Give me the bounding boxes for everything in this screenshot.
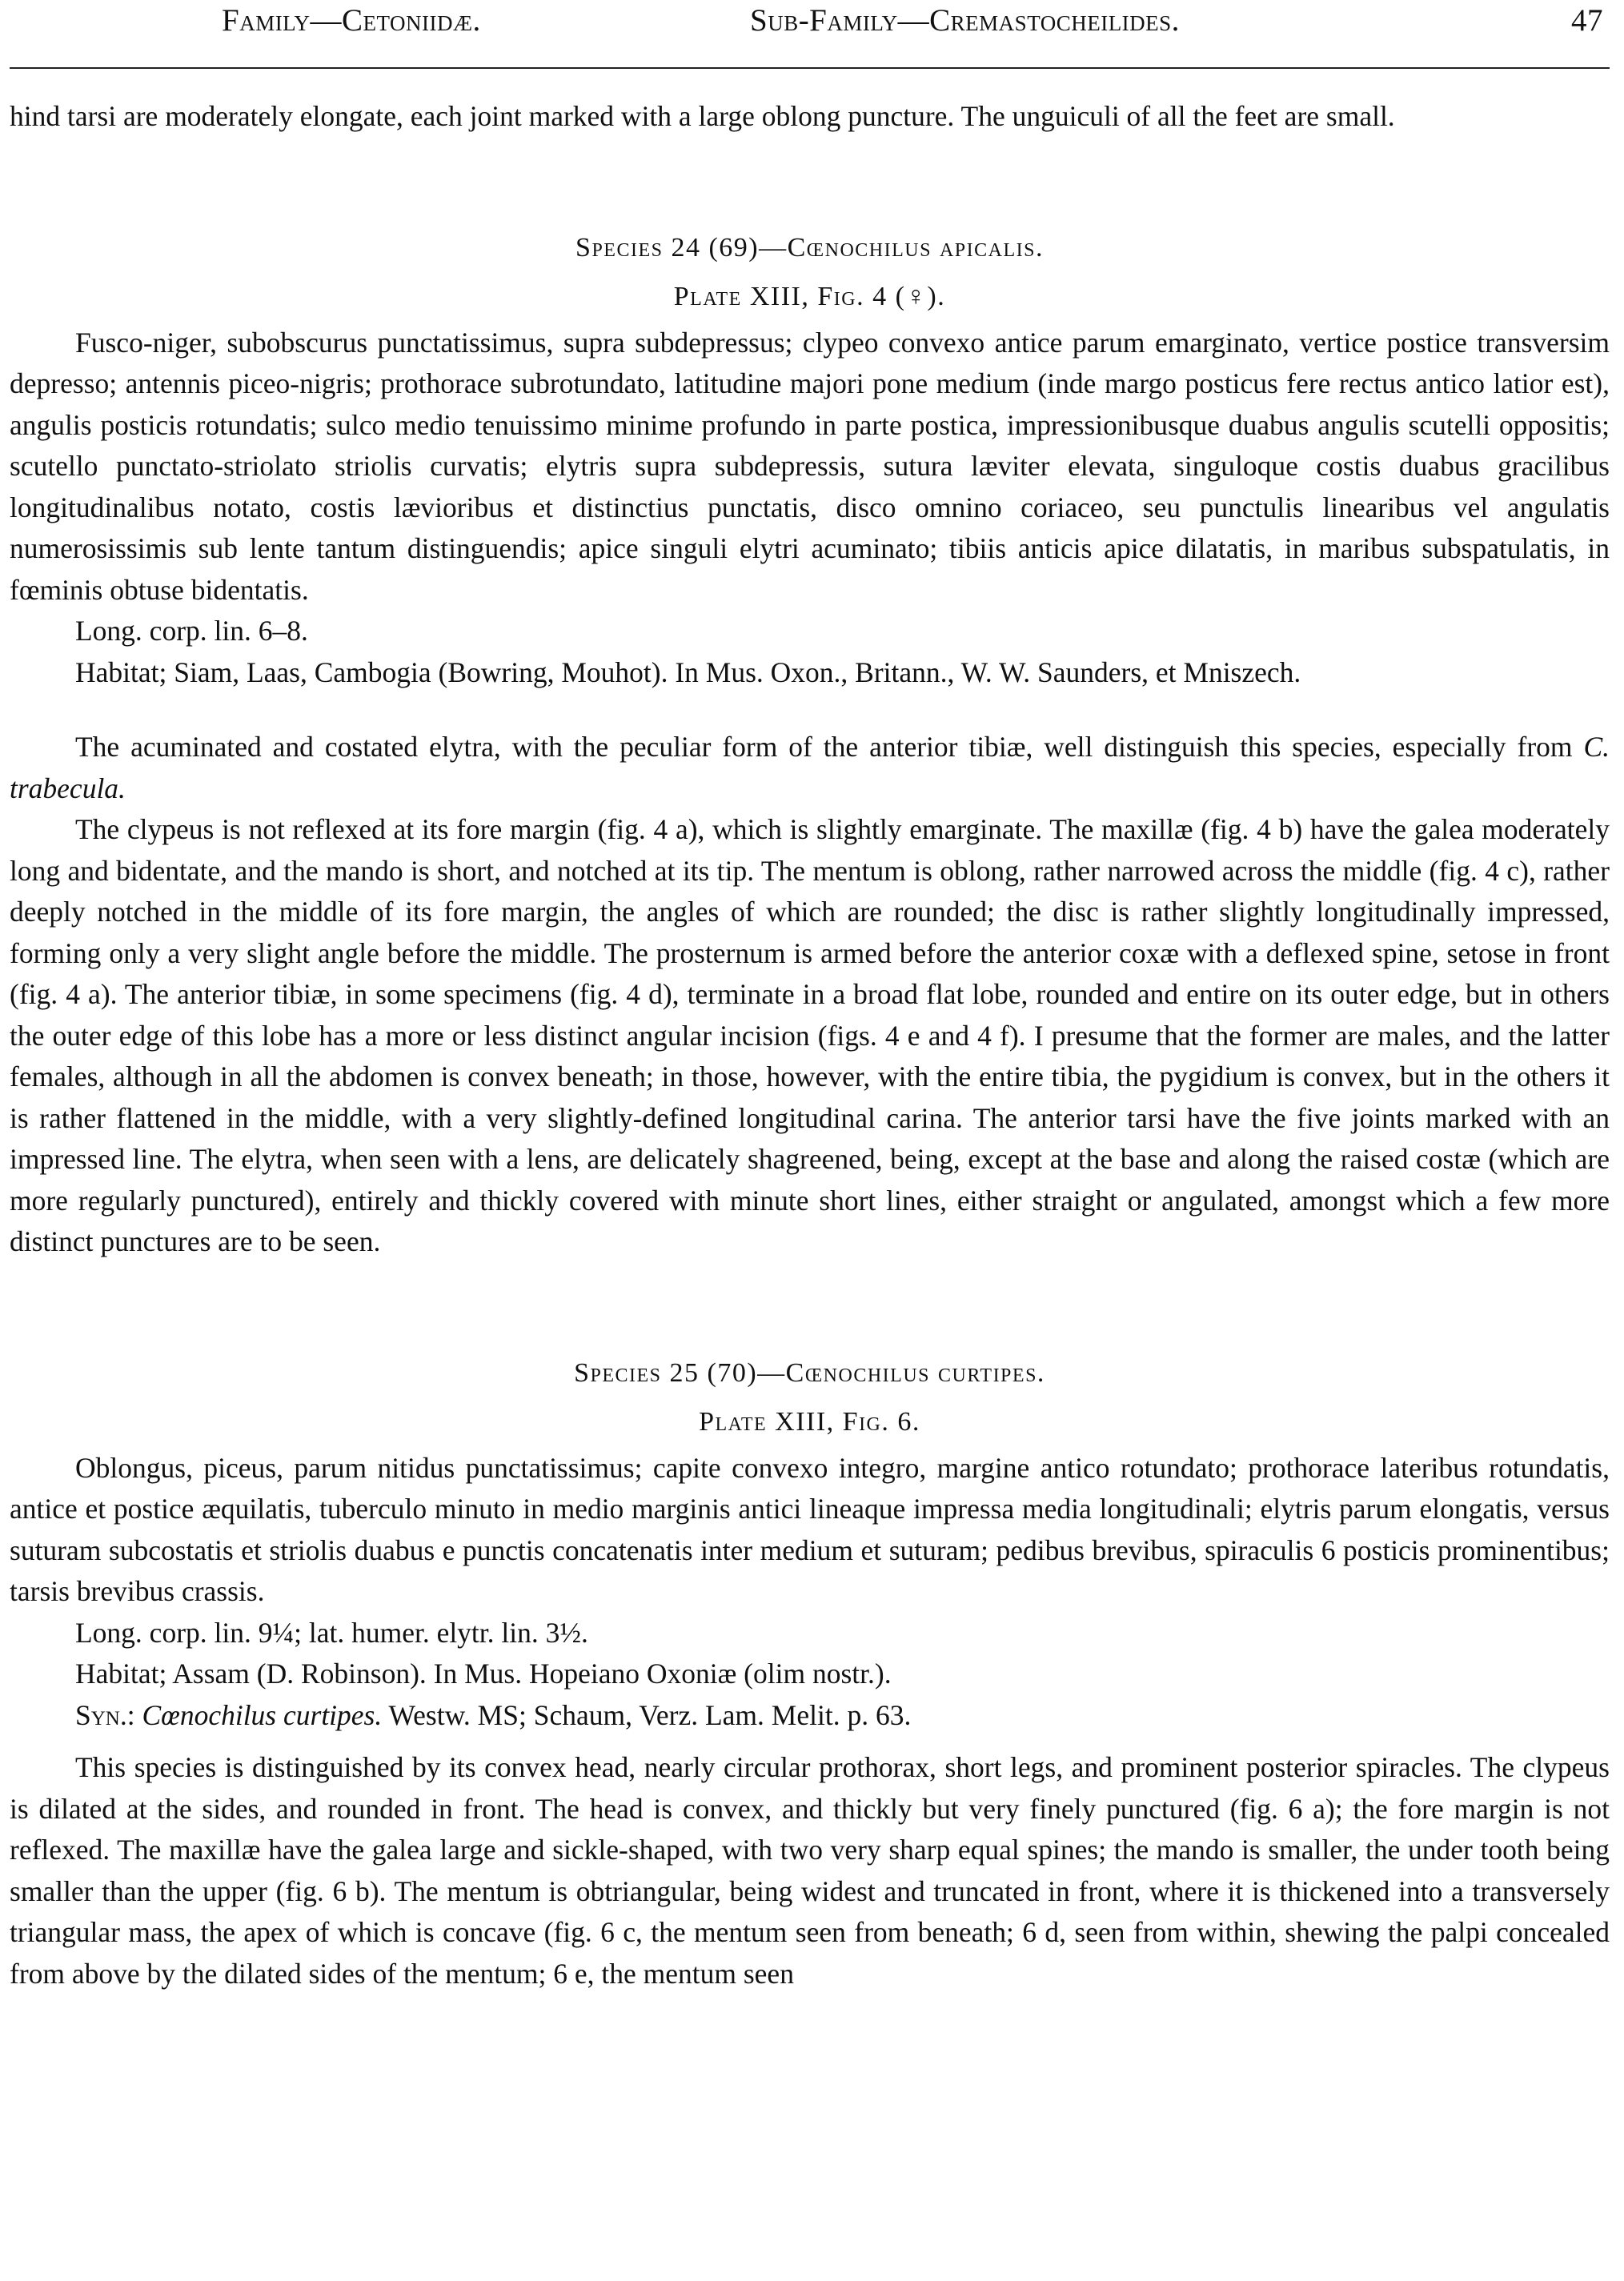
species-24-plate: Plate XIII, Fig. 4 (♀).: [673, 282, 946, 311]
species-25-plate: Plate XIII, Fig. 6.: [699, 1407, 920, 1437]
species-25-title: Species 25 (70)—Cœnochilus curtipes.: [574, 1357, 1045, 1388]
page-number: 47: [1571, 3, 1603, 38]
species-24-remark: [10, 727, 1610, 809]
syn-name: Cœnochilus curtipes.: [142, 1698, 383, 1731]
syn-label: Syn.:: [75, 1698, 135, 1731]
species-24-remark-species: C. trabecula.: [10, 731, 1610, 804]
species-24-length: Long. corp. lin. 6–8.: [75, 615, 308, 647]
syn-refs: Westw. MS; Schaum, Verz. Lam. Melit. p. 63.: [388, 1698, 912, 1731]
species-25-description: This species is distinguished by its convex head, nearly circular prothorax, short legs, and prominent posterior spiracles. The clypeus is dilated at the sides, and rounded in front. The head is convex, and thickly but very finely punctured (fig. 6 a); the fore margin is not reflexed. The maxillæ have the galea large and sickle-shaped, with two very sharp equal spines; the mando is smaller, the under tooth being smaller than the upper (fig. 6 b). The mentum is obtriangular, being widest and truncated in front, where it is thickened into a transversely triangular mass, the apex of which is concave (fig. 6 c, the mentum seen from beneath; 6 d, seen from within, shewing the palpi concealed from above by the dilated sides of the mentum; 6 e, the mentum seen: [10, 1751, 1610, 1990]
species-25-synonymy: [10, 1695, 1610, 1737]
species-24-remark-text: The acuminated and costated elytra, with the peculiar form of the anterior tibiæ, well distinguish this species, especially from: [75, 731, 1573, 763]
header-subfamily: Sub-Family—Cremastocheilides.: [750, 3, 1180, 38]
species-24-latin-description: Fusco-niger, subobscurus punctatissimus, supra subdepressus; clypeo convexo antice parum emarginato, vertice postice transversim depresso; antennis piceo-nigris; prothorace subrotundato, latitudine majori pone medium (inde margo posticus fere rectus antico latior est), angulis posticis rotundatis; sulco medio tenuissimo minime profundo in parte postica, impressionibusque duabus angulis scutelli oppositis; scutello punctato-striolato striolis curvatis; elytris supra subdepressis, sutura læviter elevata, singuloque costis duabus gracilibus longitudinalibus notato, costis lævioribus et distinctius punctatis, disco omnino coriaceo, seu punctulis linearibus vel angulatis numerosissimis sub lente tantum distinguendis; apice singuli elytri acuminato; tibiis anticis apice dilatatis, in maribus subspatulatis, in fœminis obtuse bidentatis.: [10, 326, 1610, 606]
header-family: Family—Cetoniidæ.: [222, 3, 481, 38]
species-25-length: Long. corp. lin. 9¼; lat. humer. elytr. lin. 3½.: [75, 1616, 588, 1649]
species-24-description: The clypeus is not reflexed at its fore margin (fig. 4 a), which is slightly emarginate. The maxillæ (fig. 4 b) have the galea moderately long and bidentate, and the mando is short, and notched at its tip. The mentum is oblong, rather narrowed across the middle (fig. 4 c), rather deeply notched in the middle of its fore margin, the angles of which are rounded; the disc is rather slightly longitudinally impressed, forming only a very slight angle before the middle. The prosternum is armed before the anterior coxæ with a deflexed spine, setose in front (fig. 4 a). The anterior tibiæ, in some specimens (fig. 4 d), terminate in a broad flat lobe, rounded and entire on its outer edge, but in others the outer edge of this lobe has a more or less distinct angular incision (figs. 4 e and 4 f). I presume that the former are males, and the latter females, although in all the abdomen is convex beneath; in those, however, with the entire tibia, the pygidium is convex, but in the others it is rather flattened in the middle, with a very slightly-defined longitudinal carina. The anterior tarsi have the five joints marked with an impressed line. The elytra, when seen with a lens, are delicately shagreened, being, except at the base and along the raised costæ (which are more regularly punctured), entirely and thickly covered with minute short lines, either straight or angulated, amongst which a few more distinct punctures are to be seen.: [10, 813, 1610, 1257]
intro-paragraph: hind tarsi are moderately elongate, each joint marked with a large oblong puncture. The unguiculi of all the feet are small.: [10, 100, 1395, 132]
species-24-title: Species 24 (69)—Cœnochilus apicalis.: [575, 232, 1044, 263]
species-25-habitat: Habitat; Assam (D. Robinson). In Mus. Hopeiano Oxoniæ (olim nostr.).: [75, 1658, 892, 1690]
header-rule: [10, 67, 1610, 69]
page-body: [10, 96, 1610, 1994]
species-25-latin-description: Oblongus, piceus, parum nitidus punctatissimus; capite convexo integro, margine antico rotundato; prothorace lateribus rotundatis, antice et postice æquilatis, tuberculo minuto in medio marginis antici lineaque impressa media longitudinali; elytris parum elongatis, versus suturam subcostatis et striolis duabus e punctis concatenatis inter medium et suturam; pedibus brevibus, spiraculis 6 posticis prominentibus; tarsis brevibus crassis.: [10, 1451, 1610, 1607]
species-24-habitat: Habitat; Siam, Laas, Cambogia (Bowring, Mouhot). In Mus. Oxon., Britann., W. W. Saunders, et Mniszech.: [75, 655, 1301, 688]
running-header: [10, 0, 1610, 48]
